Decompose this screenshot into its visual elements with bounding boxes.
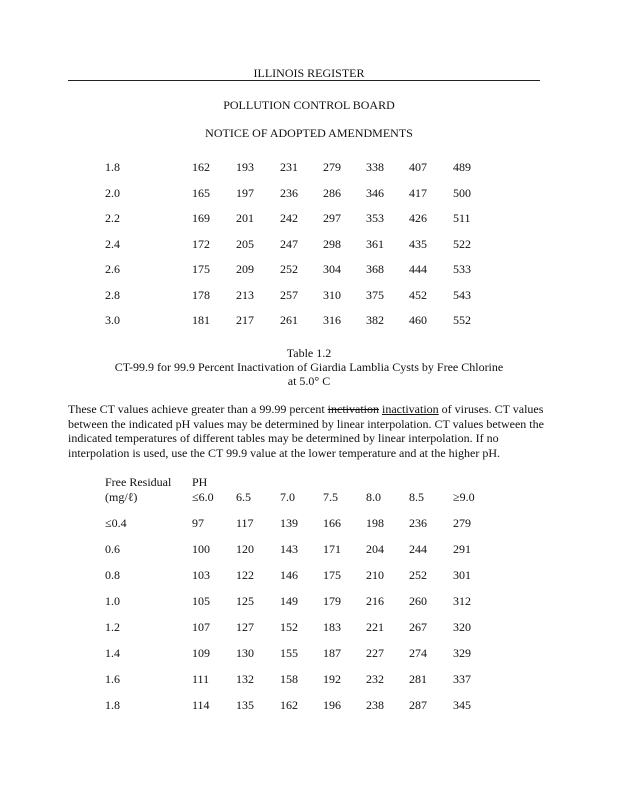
table-cell: 435: [409, 236, 427, 251]
table-cell: 244: [409, 542, 427, 556]
column-header: PH: [192, 475, 208, 489]
table-cell: 162: [280, 698, 298, 712]
table-cell: 103: [192, 568, 210, 582]
header-rule: [68, 80, 540, 81]
table-cell: 353: [366, 211, 384, 225]
table-row: [0, 620, 618, 634]
table-row: [0, 594, 618, 608]
table-cell: 329: [453, 646, 471, 660]
table-cell: 337: [453, 672, 471, 686]
table-cell: 287: [409, 698, 427, 712]
table-cell: 257: [280, 287, 298, 302]
table-row: [0, 672, 618, 686]
notes-paragraph: [68, 402, 548, 460]
table-cell: 452: [409, 287, 427, 302]
table-cell: 213: [236, 287, 254, 302]
inserted-word: inactivation: [382, 402, 439, 416]
table-header-row: [0, 490, 618, 504]
table-cell: 197: [236, 185, 254, 200]
table-cell: 221: [366, 620, 384, 634]
table-cell: 162: [192, 160, 210, 174]
table-cell: 135: [236, 698, 254, 712]
table-cell: 267: [409, 620, 427, 634]
table-cell: 511: [453, 211, 471, 225]
table-cell: 252: [280, 262, 298, 276]
table-cell: 236: [280, 185, 298, 200]
table-cell: 165: [192, 185, 210, 200]
table-cell: 122: [236, 568, 254, 582]
table-cell: 205: [236, 236, 254, 251]
table-cell: ≤0.4: [105, 516, 127, 530]
table-cell: 6.5: [236, 490, 251, 504]
table-cell: 346: [366, 185, 384, 200]
table-cell: 2.4: [105, 236, 120, 251]
table-cell: 382: [366, 313, 384, 327]
para-text-1: These CT values achieve greater than a 99.99 percent: [68, 402, 328, 416]
table-cell: 489: [453, 160, 471, 174]
table-cell: 100: [192, 542, 210, 556]
table-temperature: at 5.0° C: [287, 374, 331, 388]
table-cell: 252: [409, 568, 427, 582]
table-cell: 127: [236, 620, 254, 634]
table-cell: 500: [453, 185, 471, 200]
table-cell: 7.0: [280, 490, 295, 504]
register-title: ILLINOIS REGISTER: [253, 66, 365, 80]
table-cell: 304: [323, 262, 341, 276]
table-row: [0, 211, 618, 225]
table-cell: 460: [409, 313, 427, 327]
table-row: [0, 262, 618, 276]
table-cell: 132: [236, 672, 254, 686]
table-cell: 426: [409, 211, 427, 225]
table-cell: ≥9.0: [453, 490, 475, 504]
table-cell: 149: [280, 594, 298, 608]
table-row: [0, 542, 618, 556]
table-cell: 152: [280, 620, 298, 634]
table-cell: 242: [280, 211, 298, 225]
table-cell: 1.8: [105, 698, 120, 712]
table-cell: 310: [323, 287, 341, 302]
table-cell: 1.8: [105, 160, 120, 174]
table-cell: 361: [366, 236, 384, 251]
table-cell: 181: [192, 313, 210, 327]
table-cell: 298: [323, 236, 341, 251]
para-text-2: of viruses. CT values between the indicated pH values may be determined by linear interpolation. CT values between the indicated temperatures of different tables may be determined by linear interpolation. If no interpolation is used, use the CT 99.9 value at the lower temperature and at the higher pH.: [68, 402, 544, 460]
table-cell: 198: [366, 516, 384, 530]
table-row: [0, 237, 618, 251]
table-cell: 187: [323, 646, 341, 660]
table-cell: 533: [453, 262, 471, 276]
table-cell: 368: [366, 262, 384, 276]
table-cell: 1.6: [105, 672, 120, 686]
table-row: [0, 186, 618, 200]
table-cell: 407: [409, 160, 427, 174]
table-cell: 109: [192, 646, 210, 660]
table-cell: 417: [409, 185, 427, 200]
table-cell: 217: [236, 313, 254, 327]
table-cell: 192: [323, 672, 341, 686]
table-row: [0, 288, 618, 302]
table-cell: 155: [280, 646, 298, 660]
table-cell: ≤6.0: [192, 490, 214, 504]
table-cell: 291: [453, 542, 471, 556]
table-cell: 111: [192, 672, 210, 686]
table-cell: 274: [409, 646, 427, 660]
table-cell: 320: [453, 620, 471, 634]
table-cell: 552: [453, 313, 471, 327]
notice-title: NOTICE OF ADOPTED AMENDMENTS: [205, 126, 413, 140]
table-cell: 2.6: [105, 262, 120, 276]
struck-word: inctivation: [327, 402, 379, 416]
table-cell: 105: [192, 594, 210, 608]
table-cell: 117: [236, 516, 254, 530]
table-cell: 1.2: [105, 620, 120, 634]
table-cell: 279: [323, 160, 341, 174]
table-cell: 201: [236, 211, 254, 225]
table-title: CT-99.9 for 99.9 Percent Inactivation of Giardia Lamblia Cysts by Free Chlorine: [114, 360, 504, 374]
table-cell: 143: [280, 542, 298, 556]
table-row: [0, 646, 618, 660]
table-cell: 130: [236, 646, 254, 660]
table-cell: 125: [236, 594, 254, 608]
table-cell: 139: [280, 516, 298, 530]
table-cell: 107: [192, 620, 210, 634]
table-cell: 247: [280, 236, 298, 251]
table-cell: 301: [453, 568, 471, 582]
table-cell: 172: [192, 236, 210, 251]
table-cell: 543: [453, 287, 471, 302]
table-number: Table 1.2: [286, 346, 332, 360]
table-cell: 444: [409, 262, 427, 276]
table-cell: 375: [366, 287, 384, 302]
table-cell: 97: [192, 516, 204, 530]
table-cell: 232: [366, 672, 384, 686]
table-cell: 175: [323, 568, 341, 582]
table-row: [0, 568, 618, 582]
table-header-row: [0, 475, 618, 489]
table-cell: 2.8: [105, 287, 120, 302]
table-cell: 166: [323, 516, 341, 530]
table-row: [0, 313, 618, 327]
table-cell: 281: [409, 672, 427, 686]
table-cell: 261: [280, 313, 298, 327]
table-cell: 279: [453, 516, 471, 530]
table-cell: 183: [323, 620, 341, 634]
table-cell: 1.4: [105, 646, 120, 660]
table-cell: 178: [192, 287, 210, 302]
table-cell: 158: [280, 672, 298, 686]
table-cell: 522: [453, 236, 471, 251]
table-row: [0, 516, 618, 530]
table-cell: 169: [192, 211, 210, 225]
table-cell: 0.6: [105, 542, 120, 556]
table-cell: 210: [366, 568, 384, 582]
table-cell: 7.5: [323, 490, 338, 504]
table-cell: 175: [192, 262, 210, 276]
table-cell: 171: [323, 542, 341, 556]
table-cell: 179: [323, 594, 341, 608]
table-cell: 260: [409, 594, 427, 608]
table-cell: 286: [323, 185, 341, 200]
table-cell: 236: [409, 516, 427, 530]
table-cell: 8.0: [366, 490, 381, 504]
table-cell: 227: [366, 646, 384, 660]
table-cell: 297: [323, 211, 341, 225]
table-row: [0, 698, 618, 712]
table-cell: 146: [280, 568, 298, 582]
table-cell: 216: [366, 594, 384, 608]
table-cell: 316: [323, 313, 341, 327]
table-cell: 8.5: [409, 490, 424, 504]
table-cell: 1.0: [105, 594, 120, 608]
table-cell: 338: [366, 160, 384, 174]
table-cell: 204: [366, 542, 384, 556]
table-cell: 209: [236, 262, 254, 276]
table-cell: 120: [236, 542, 254, 556]
table-cell: 2.2: [105, 211, 120, 225]
board-title: POLLUTION CONTROL BOARD: [223, 98, 395, 112]
table-cell: 238: [366, 698, 384, 712]
table-cell: 193: [236, 160, 254, 174]
column-header: Free Residual: [105, 475, 172, 489]
table-row: [0, 160, 618, 174]
table-cell: 312: [453, 594, 471, 608]
table-cell: 345: [453, 698, 471, 712]
table-cell: (mg/ℓ): [105, 490, 138, 504]
table-cell: 2.0: [105, 185, 120, 200]
table-cell: 114: [192, 698, 210, 712]
table-cell: 231: [280, 160, 298, 174]
table-cell: 0.8: [105, 568, 120, 582]
table-cell: 3.0: [105, 313, 120, 327]
table-cell: 196: [323, 698, 341, 712]
